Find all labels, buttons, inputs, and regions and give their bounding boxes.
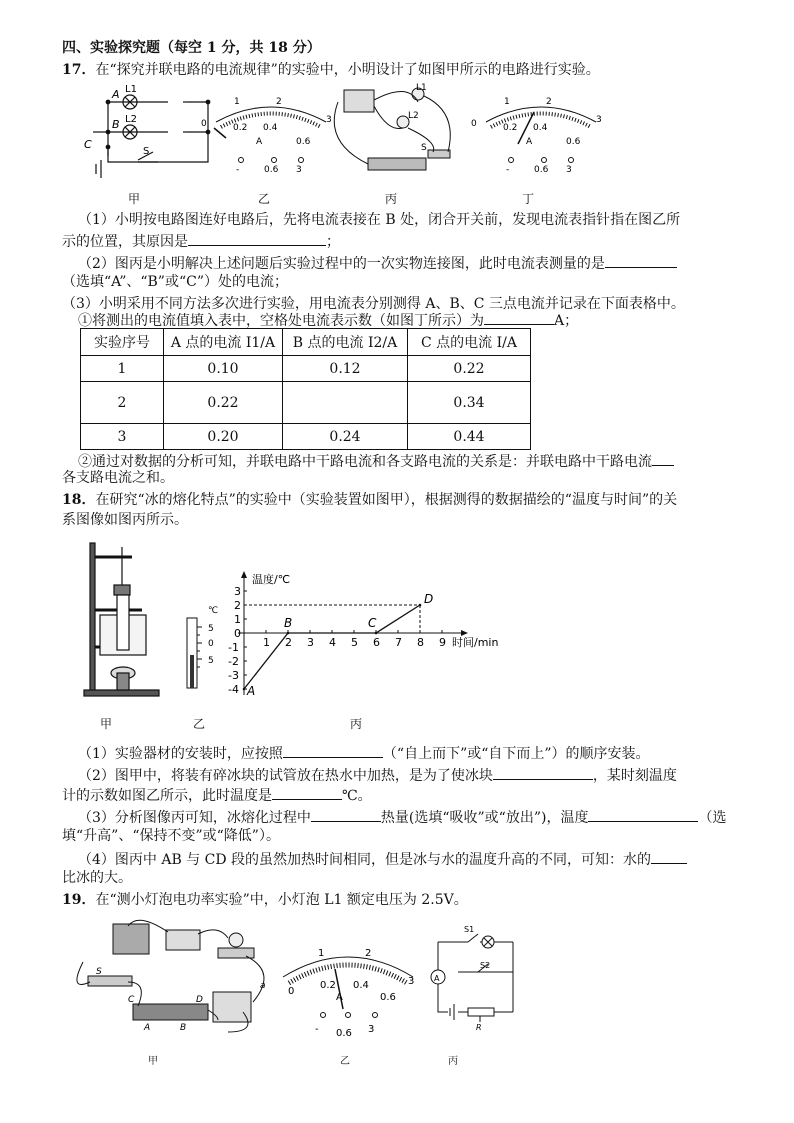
q18-caption-jia: 甲 [100,717,113,731]
svg-text:2: 2 [276,97,282,107]
x-tick-label: 1 [263,636,270,649]
svg-text:0.2: 0.2 [320,980,336,991]
q17-stem-text: 在“探究并联电路的电流规律”的实验中，小明设计了如图甲所示的电路进行实验。 [95,62,600,78]
q19-caption-jia: 甲 [148,1056,158,1067]
table-header-row: 实验序号 A 点的电流 I1/A B 点的电流 I2/A C 点的电流 I/A [81,329,531,356]
thermo-unit: ℃ [208,606,219,616]
point-c [375,632,378,635]
svg-text:3: 3 [408,976,415,987]
y-tick-label: 2 [234,599,241,612]
x-axis-label: 时间/min [452,636,499,649]
q18-p3a: （3）分析图像丙可知，冰熔化过程中 热量(选填“吸收”或“放出”)，温度 （选 [78,806,726,828]
svg-text:0.2: 0.2 [503,123,518,133]
q17-figures [68,82,728,192]
label-l2: L2 [125,114,137,125]
q17-ammeter-ding [486,107,596,163]
x-tick-label: 2 [285,636,292,649]
label-a: A [112,88,120,101]
svg-text:3: 3 [566,165,572,175]
x-tick-label: 6 [373,636,380,649]
svg-text:A: A [434,974,440,983]
svg-text:5: 5 [208,656,214,666]
y-tick-label: -1 [228,641,239,654]
q18-blank-2[interactable] [493,764,593,780]
x-tick-label: 5 [351,636,358,649]
svg-text:2: 2 [546,97,552,107]
caption-yi: 乙 [258,192,271,206]
q18-blank-6[interactable] [651,848,687,864]
q18-blank-4[interactable] [311,806,381,822]
q17-number: 17． [62,62,96,78]
q17-p2b: （选填“A”、“B”或“C”）处的电流； [62,274,288,290]
svg-text:A: A [526,137,533,147]
svg-text:A: A [144,1023,151,1033]
q17-stem [62,60,600,80]
y-tick-label: -3 [228,669,239,682]
point-label-c: C [368,616,377,630]
svg-text:0.6: 0.6 [566,137,581,147]
svg-text:B: B [180,1023,187,1033]
y-axis-label: 温度/℃ [252,573,291,586]
temperature-time-chart [228,571,498,698]
point-b [287,632,290,635]
q18-stem-b: 系图像如图丙所示。 [62,512,188,528]
svg-text:D: D [196,995,203,1005]
q18-p4a: （4）图丙中 AB 与 CD 段的虽然加热时间相同，但是冰与水的温度升高的不同，可知：水的 [78,848,687,870]
label-phys-l2: L2 [408,111,419,121]
svg-text:5: 5 [208,624,214,634]
svg-text:A: A [256,137,263,147]
y-tick-label: -2 [228,655,239,668]
q18-thermometer [187,618,202,688]
q17-p3-2a: ②通过对数据的分析可知，并联电路中干路电流和各支路电流的关系是：并联电路中干路电流 [78,450,674,472]
label-l1: L1 [125,84,137,95]
point-label-a: A [247,684,256,698]
q17-data-table [80,328,531,450]
q17-blank-1[interactable] [188,230,326,246]
table-row: 1 0.10 0.12 0.22 [81,356,531,382]
svg-text:0.6: 0.6 [264,165,279,175]
label-s: S [143,146,150,157]
svg-text:0.2: 0.2 [233,123,248,133]
q18-blank-3[interactable] [272,784,342,800]
svg-text:S: S [96,967,102,977]
label-phys-l1: L1 [416,83,427,93]
svg-text:0.6: 0.6 [534,165,549,175]
point-d [419,604,422,607]
x-tick-label: 3 [307,636,314,649]
q17-ammeter-yi [214,107,326,163]
svg-text:0: 0 [208,639,214,649]
q18-p4b: 比冰的大。 [62,870,132,886]
label-c: C [84,138,92,151]
svg-text:3: 3 [368,1024,375,1035]
needle [214,128,226,138]
q17-circuit-diagram [93,95,210,178]
meter-yi-scale [201,97,332,175]
q18-p2b: 计的示数如图乙所示，此时温度是 ℃。 [62,784,372,806]
svg-text:3: 3 [296,165,302,175]
svg-text:0.6: 0.6 [336,1028,352,1039]
svg-text:1: 1 [318,948,325,959]
q17-p3-2b: 各支路电流之和。 [62,470,174,486]
svg-text:0: 0 [201,119,207,129]
section-title: 四、实验探究题（每空 1 分，共 18 分） [62,40,321,56]
svg-text:0.4: 0.4 [353,980,369,991]
svg-text:R: R [476,1023,482,1032]
q19-stem: 19．在“测小灯泡电功率实验”中，小灯泡 L1 额定电压为 2.5V。 [62,892,468,908]
svg-text:-: - [236,165,240,175]
label-phys-s: S [421,143,427,153]
q19-circuit-diagram [431,934,513,1022]
svg-text:0.6: 0.6 [380,992,396,1003]
y-tick-label: -4 [228,683,239,696]
svg-text:-: - [315,1024,319,1035]
q18-p2a: （2）图甲中，将装有碎冰块的试管放在热水中加热，是为了使冰块 ，某时刻温度 [78,764,677,786]
q17-p1b: 示的位置，其原因是 ； [62,230,340,252]
svg-text:1: 1 [504,97,510,107]
svg-text:0.4: 0.4 [263,123,278,133]
svg-text:C: C [128,995,135,1005]
q19-ammeter [283,957,413,1018]
q19-meter-scale [288,948,414,1039]
x-tick-label: 4 [329,636,336,649]
q18-apparatus [84,543,159,696]
point-a [243,688,246,691]
q17-p3: （3）小明采用不同方法多次进行实验，用电流表分别测得 A、B、C 三点电流并记录在下面表格中。 [62,296,685,312]
svg-text:0: 0 [288,986,295,997]
q18-caption-bing: 丙 [350,717,363,731]
table-row: 3 0.20 0.24 0.44 [81,424,531,450]
x-tick-label: 9 [439,636,446,649]
y-axis-arrow [241,571,247,578]
svg-text:2: 2 [365,948,372,959]
y-tick-label: 1 [234,613,241,626]
q17-p2a: （2）图丙是小明解决上述问题后实验过程中的一次实物连接图，此时电流表测量的是 [78,252,677,274]
point-label-d: D [424,592,434,606]
x-tick-label: 7 [395,636,402,649]
q18-stem-a: 18．在研究“冰的熔化特点”的实验中（实验装置如图甲），根据测得的数据描绘的“温度与时间”的关 [62,492,678,508]
q19-caption-bing: 丙 [448,1056,458,1067]
q18-p1: （1）实验器材的安装时，应按照 （“自上而下”或“自下而上”）的顺序安装。 [78,742,650,764]
svg-text:-: - [506,165,510,175]
svg-text:a: a [260,981,266,991]
q18-blank-1[interactable] [283,742,383,758]
y-tick-label: 0 [234,627,241,640]
q19-physical-circuit [77,920,264,1032]
q17-p1a: （1）小明按电路图连好电路后，先将电流表接在 B 处，闭合开关前，发现电流表指针指在图乙所 [78,212,681,228]
label-b: B [112,118,120,131]
caption-jia: 甲 [128,192,141,206]
q17-blank-3[interactable] [484,309,554,325]
svg-text:3: 3 [326,115,332,125]
table-blank-cell[interactable] [283,382,408,424]
svg-text:S1: S1 [464,925,475,934]
caption-bing: 丙 [385,192,398,206]
svg-text:S2: S2 [480,961,491,970]
table-row: 2 0.22 0.34 [81,382,531,424]
svg-text:0.4: 0.4 [533,123,548,133]
q19-caption-yi: 乙 [340,1056,350,1067]
q19-figures [68,912,538,1052]
q17-blank-4[interactable] [652,450,674,466]
svg-text:3: 3 [596,115,602,125]
svg-text:0.6: 0.6 [296,137,311,147]
q18-caption-yi: 乙 [193,717,206,731]
q17-p3-1: ①将测出的电流值填入表中，空格处电流表示数（如图丁所示）为 A； [78,309,578,331]
q18-figures [62,535,532,715]
point-label-b: B [284,616,293,630]
q18-blank-5[interactable] [588,806,698,822]
q17-blank-2[interactable] [605,252,677,268]
svg-text:0: 0 [471,119,477,129]
svg-text:1: 1 [234,97,240,107]
meter-ding-scale [471,97,602,175]
y-tick-label: 3 [234,585,241,598]
caption-ding: 丁 [522,192,535,206]
q18-p3b: 填“升高”、“保持不变”或“降低”）。 [62,828,280,844]
x-tick-label: 8 [417,636,424,649]
q17-physical-circuit [334,88,450,170]
svg-text:A: A [336,992,343,1003]
